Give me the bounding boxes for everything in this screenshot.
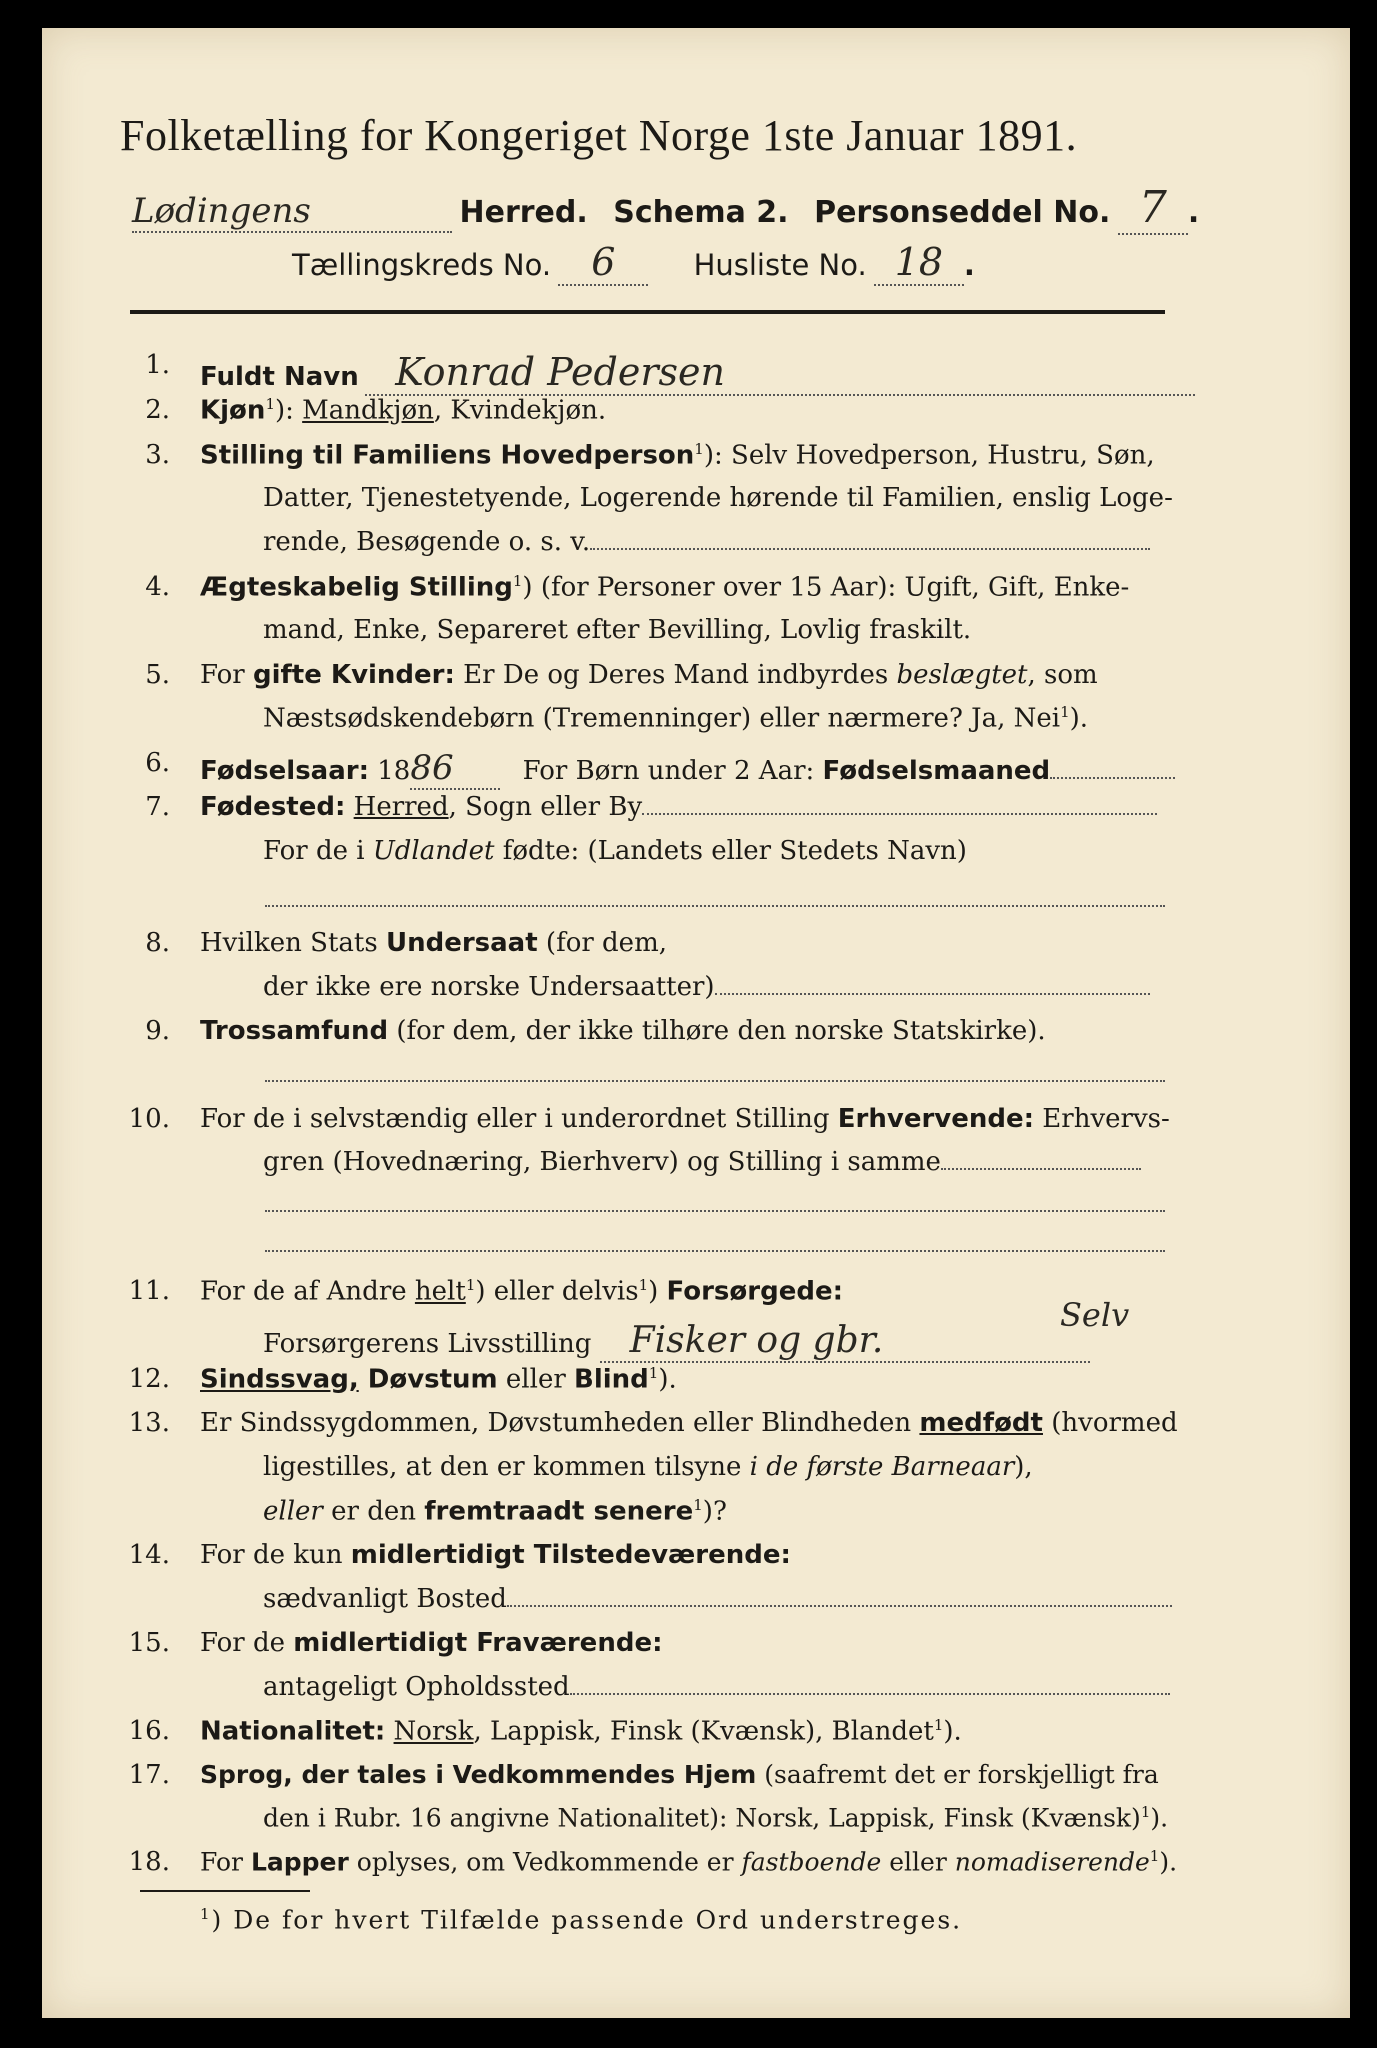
text: Forsørgerens Livsstilling: [263, 1329, 592, 1359]
herred-value: Lødingens: [132, 191, 452, 233]
footnote-marker: 1: [512, 572, 523, 590]
text: rende, Besøgende o. s. v.: [263, 527, 591, 557]
text: eller: [263, 1496, 323, 1527]
row-3-stilling: [200, 440, 1155, 471]
row-number: 13.: [128, 1408, 170, 1438]
lapper-label: Lapper: [250, 1847, 349, 1877]
erhverv-line-2: [263, 1147, 1141, 1177]
form-title: Folketælling for Kongeriget Norge 1ste Januar 1891.: [120, 111, 1078, 160]
nationalitet-label: Nationalitet:: [200, 1716, 386, 1747]
text: den i Rubr. 16 angivne Nationalitet): Norsk, Lappisk, Finsk (Kvænsk): [263, 1803, 1141, 1833]
footnote-marker: 1: [200, 1905, 212, 1923]
text: beslægtet: [896, 660, 1028, 690]
fravaerende-label: midlertidigt Fraværende:: [293, 1628, 663, 1658]
text: i de første Barneaar: [749, 1452, 1015, 1482]
row-number: 10.: [128, 1104, 170, 1134]
undersaat-line-2: [263, 972, 1150, 1002]
text: nomadiserende: [954, 1847, 1150, 1877]
sprog-line-2: [263, 1803, 1168, 1832]
full-name-value: Konrad Pedersen: [365, 350, 1195, 396]
row-15-fravaerende: [200, 1628, 662, 1658]
footnote-marker: 1: [694, 440, 704, 458]
text: ):: [274, 395, 303, 426]
row-number: 5.: [145, 660, 170, 690]
header-line-2: Tællingskreds No. 6 Husliste No. 18 .: [292, 240, 975, 284]
text: fødte: (Landets eller Stedets Navn): [494, 836, 967, 866]
text: antageligt Opholdssted: [263, 1672, 570, 1702]
footnote-marker: 1: [1060, 703, 1070, 721]
text: eller: [881, 1847, 955, 1877]
row-10-erhverv: [200, 1104, 1170, 1134]
sprog-label: Sprog, der tales i Vedkommendes Hjem: [200, 1760, 757, 1789]
text: (saafremt det er forskjelligt fra: [756, 1760, 1159, 1789]
text: For Børn under 2 Aar:: [522, 756, 815, 786]
fodested-line-2: [263, 836, 967, 866]
husliste-label: Husliste No.: [693, 248, 867, 282]
nationalitet-option-norsk: Norsk: [393, 1716, 474, 1747]
footnote-marker: 1: [1149, 1847, 1160, 1865]
header-rule: [130, 310, 1165, 314]
footnote-text: ) De for hvert Tilfælde passende Ord understreges.: [211, 1905, 963, 1935]
text: gren (Hovednæring, Bierhverv) og Stilling i samme: [263, 1147, 941, 1177]
husliste-value: 18: [874, 240, 964, 286]
text: ).: [1069, 703, 1089, 734]
stilling-options: ): Selv Hovedperson, Hustru, Søn,: [703, 440, 1155, 471]
row-6-fodselsaar: [200, 748, 1175, 790]
herred-label: Herred.: [459, 195, 588, 230]
personseddel-value: 7: [1118, 182, 1188, 235]
stilling-label: Stilling til Familiens Hovedperson: [200, 440, 695, 471]
fodselsmaaned-label: Fødselsmaaned: [822, 756, 1051, 786]
stilling-line-3: [263, 527, 1150, 557]
text: Er De og Deres Mand indbyrdes: [454, 660, 897, 690]
text: der ikke ere norske Undersaatter): [263, 972, 715, 1002]
text: er den: [322, 1496, 425, 1527]
row-17-sprog: [200, 1760, 1159, 1789]
text: , Sogn eller By: [448, 792, 643, 822]
text: sædvanligt Bosted: [263, 1584, 507, 1614]
text: For de: [200, 1628, 294, 1658]
text: For de af Andre: [200, 1276, 415, 1307]
fodested-label: Fødested:: [200, 792, 346, 822]
text: oplyses, om Vedkommende er: [348, 1847, 742, 1877]
text: ).: [943, 1716, 962, 1747]
row-7-fodested: [200, 792, 1157, 822]
row-14-tilstedevaerende: [200, 1540, 791, 1570]
tilstedevaerende-line-2: [263, 1584, 1172, 1614]
text: Er Sindssygdommen, Døvstumheden eller Blindheden: [200, 1408, 920, 1438]
forsorger-annotation: Selv: [1060, 1296, 1130, 1334]
row-9-trossamfund: [200, 1016, 1046, 1046]
footnote-marker: 1: [465, 1276, 476, 1294]
footnote-marker: 1: [693, 1496, 703, 1514]
row-11-forsorgede: [200, 1276, 843, 1307]
row-1-fuldt-navn: [200, 350, 1195, 396]
text: For de kun: [200, 1540, 351, 1570]
text: ): [648, 1276, 667, 1307]
text: Hvilken Stats: [200, 928, 386, 958]
text: )?: [702, 1496, 727, 1527]
fremtraadt-label: fremtraadt senere: [424, 1496, 694, 1527]
text: Næstsødskendebørn (Tremenninger) eller nærmere? Ja, Nei: [263, 703, 1061, 734]
dovstum-label: Døvstum: [358, 1364, 498, 1395]
text: ).: [658, 1364, 677, 1395]
fravaerende-line-2: [263, 1672, 1170, 1702]
text: For: [200, 1847, 251, 1877]
row-number: 6.: [145, 748, 170, 778]
footnote-rule: [140, 1890, 310, 1892]
text: For de i selvstændig eller i underordnet Stilling: [200, 1104, 838, 1134]
tilstedevaerende-label: midlertidigt Tilstedeværende:: [350, 1540, 791, 1570]
text: ),: [1014, 1452, 1033, 1482]
text: ) (for Personer over 15 Aar): Ugift, Gift, Enke-: [522, 572, 1130, 603]
full-name-label: Fuldt Navn: [200, 362, 359, 392]
header-line-1: Lødingens Herred. Schema 2. Personseddel No. 7 .: [132, 182, 1200, 233]
row-number: 14.: [128, 1540, 170, 1570]
footnote-marker: 1: [933, 1716, 944, 1734]
row-number: 11.: [128, 1276, 170, 1306]
text: ).: [1150, 1803, 1169, 1833]
row-4-aegteskab: [200, 572, 1129, 603]
fill-line: [265, 905, 1165, 907]
erhvervende-label: Erhvervende:: [837, 1104, 1035, 1134]
footnote-marker: 1: [1140, 1803, 1151, 1821]
row-number: 12.: [128, 1364, 170, 1394]
text: Udlandet: [372, 836, 495, 866]
text: ) eller delvis: [475, 1276, 639, 1307]
fill-line: [265, 1250, 1165, 1252]
text: ).: [1159, 1847, 1178, 1877]
row-8-undersaat: [200, 928, 667, 958]
row-number: 18.: [128, 1847, 170, 1877]
text: , Kvindekjøn.: [433, 395, 607, 426]
schema-label: Schema 2.: [613, 195, 789, 230]
aegteskab-line-2: mand, Enke, Separeret efter Bevilling, Lovlig fraskilt.: [263, 615, 972, 645]
fodested-option-herred: Herred: [353, 792, 449, 822]
text: fastboende: [741, 1847, 882, 1877]
gender-label: Kjøn: [200, 395, 266, 426]
row-12-sindssvag: [200, 1364, 677, 1395]
gifte-kvinder-label: gifte Kvinder:: [252, 660, 455, 690]
row-number: 3.: [145, 440, 170, 470]
text: Erhvervs-: [1034, 1104, 1170, 1134]
forsorgede-line-2: [263, 1320, 1090, 1363]
fill-line: [265, 1210, 1165, 1212]
row-5-gifte-kvinder: [200, 660, 1098, 690]
row-2-kjon: [200, 395, 606, 426]
text: ligestilles, at den er kommen tilsyne: [263, 1452, 750, 1482]
row-number: 8.: [145, 928, 170, 958]
year-prefix: 18: [377, 756, 411, 786]
blind-label: Blind: [574, 1364, 649, 1395]
row-18-lapper: [200, 1847, 1177, 1876]
gifte-kvinder-line-2: [263, 703, 1088, 734]
footnote-marker: 1: [648, 1364, 659, 1382]
footnote-marker: 1: [638, 1276, 649, 1294]
gender-option-mandkjon: Mandkjøn: [302, 395, 434, 426]
text: (for dem,: [537, 928, 667, 958]
row-13-medfodt: [200, 1408, 1178, 1438]
footnote: [200, 1905, 962, 1934]
forsorger-livsstilling-value: Fisker og gbr.: [600, 1320, 1090, 1363]
taellingskreds-value: 6: [558, 240, 648, 286]
medfodt-line-3: [263, 1496, 727, 1527]
row-number: 16.: [128, 1716, 170, 1746]
text: For de i: [263, 836, 373, 866]
text: , som: [1027, 660, 1098, 690]
row-number: 15.: [128, 1628, 170, 1658]
row-number: 9.: [145, 1016, 170, 1046]
undersaat-label: Undersaat: [385, 928, 538, 958]
stilling-line-2: Datter, Tjenestetyende, Logerende hørende til Familien, enslig Loge-: [263, 483, 1173, 513]
fill-line: [265, 1080, 1165, 1082]
forsorget-option-helt: helt: [414, 1276, 466, 1307]
row-number: 4.: [145, 572, 170, 602]
row-number: 17.: [128, 1760, 170, 1790]
medfodt-line-2: [263, 1452, 1033, 1482]
row-16-nationalitet: [200, 1716, 962, 1747]
text: (hvormed: [1042, 1408, 1178, 1438]
taellingskreds-label: Tællingskreds No.: [292, 248, 552, 282]
row-number: 7.: [145, 792, 170, 822]
row-number: 1.: [145, 350, 170, 380]
birth-year-value: 86: [410, 748, 500, 790]
text: , Lappisk, Finsk (Kvænsk), Blandet: [473, 1716, 934, 1747]
personseddel-label: Personseddel No.: [814, 195, 1111, 230]
trossamfund-label: Trossamfund: [200, 1016, 389, 1046]
text: (for dem, der ikke tilhøre den norske Statskirke).: [388, 1016, 1046, 1046]
aegteskab-label: Ægteskabelig Stilling: [200, 572, 513, 603]
sindssvag-label: Sindssvag,: [200, 1364, 359, 1395]
footnote-marker: 1: [265, 395, 275, 413]
text: eller: [497, 1364, 575, 1395]
forsorgede-label: Forsørgede:: [666, 1276, 843, 1307]
row-number: 2.: [145, 395, 170, 425]
fodselsaar-label: Fødselsaar:: [200, 756, 369, 786]
text: For: [200, 660, 253, 690]
medfodt-label: medfødt: [919, 1408, 1043, 1438]
